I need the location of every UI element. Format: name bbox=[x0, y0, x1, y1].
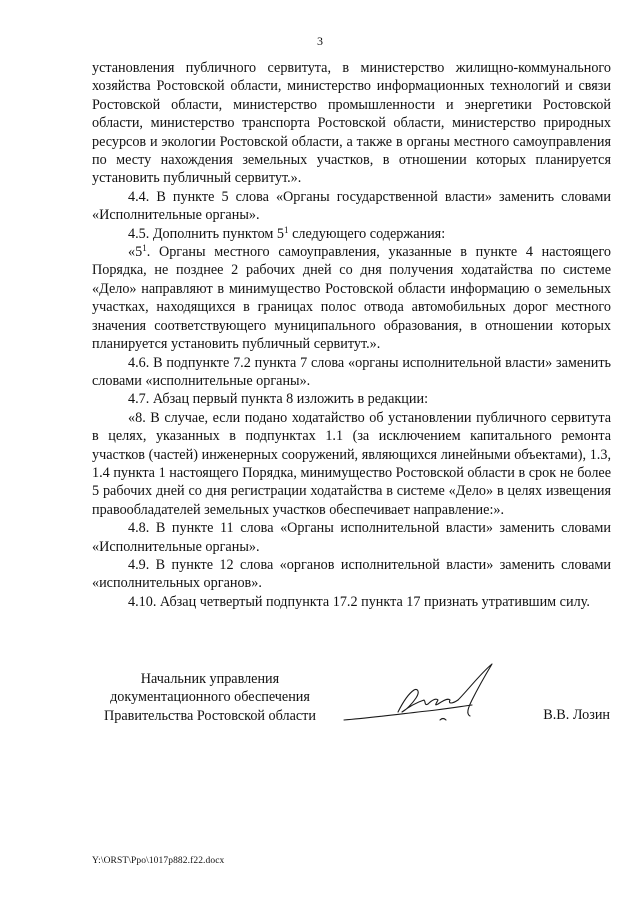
signatory-name: В.В. Лозин bbox=[543, 707, 610, 723]
document-body bbox=[92, 59, 611, 611]
paragraph-5-1-text: . Органы местного самоуправления, указанные в пункте 4 настоящего Порядка, не позднее 2 рабочих дней со дня получения ходатайства по системе «Дело» направляют в минимущество Ростовской области информацию о земельных участках, находящихся в границах полос отвода автомобильных дорог местного значения соответствующего муниципального образования, в отношении которых планируется установить публичный сервитут.». bbox=[92, 244, 611, 353]
paragraph-4-10: 4.10. Абзац четвертый подпункта 17.2 пункта 17 признать утратившим силу. bbox=[128, 593, 590, 610]
paragraph-4-4: 4.4. В пункте 5 слова «Органы государственной власти» заменить словами «Исполнительные органы». bbox=[92, 188, 611, 224]
paragraph-4-5 bbox=[92, 225, 611, 243]
handwritten-signature bbox=[340, 660, 510, 730]
page-number: 3 bbox=[317, 34, 323, 48]
paragraph-4-9: 4.9. В пункте 12 слова «органов исполнительной власти» заменить словами «исполнительных органов». bbox=[92, 556, 611, 592]
paragraph-continuation: установления публичного сервитута, в министерство жилищно-коммунального хозяйства Ростовской области, министерство информационных технологий и связи Ростовской области, министерство промышленности и энергетики Ростовской области, министерство транспорта Ростовской области, министерство природных ресурсов и экологии Ростовской области, а также в органы местного самоуправления по месту нахождения земельных участков, в отношении которых планируется установить публичный сервитут.». bbox=[92, 60, 611, 187]
paragraph-5-1-quote bbox=[92, 243, 611, 353]
file-path: Y:\ORST\Ppo\1017p882.f22.docx bbox=[92, 856, 225, 866]
superscript: 1 bbox=[142, 243, 147, 254]
paragraph-4-5-text: 4.5. Дополнить пунктом 5 bbox=[128, 225, 285, 242]
paragraph-4-7: 4.7. Абзац первый пункта 8 изложить в редакции: bbox=[128, 391, 429, 408]
paragraph-4-6: 4.6. В подпункте 7.2 пункта 7 слова «органы исполнительной власти» заменить словами «исполнительные органы». bbox=[92, 354, 611, 389]
paragraph-8-quote: «8. В случае, если подано ходатайство об установлении публичного сервитута в целях, указанных в подпунктах 1.1 (за исключением капитального ремонта участков (частей) инженерных сооружений, являющихся линейными объектами), 1.3, 1.4 пункта 1 настоящего Порядка, минимущество Ростовской области в срок не более 5 рабочих дней со дня регистрации ходатайства в системе «Дело» в целях извещения правообладателей земельных участков обеспечивает направление:». bbox=[92, 409, 611, 518]
paragraph-4-8: 4.8. В пункте 11 слова «Органы исполнительной власти» заменить словами «Исполнительные органы». bbox=[92, 520, 611, 555]
signatory-title bbox=[90, 670, 330, 725]
signatory-title-line: Правительства Ростовской области bbox=[104, 707, 316, 724]
paragraph-4-5-text-end: следующего содержания: bbox=[288, 225, 446, 242]
signatory-title-line: документационного обеспечения bbox=[110, 689, 310, 706]
signatory-title-line: Начальник управления bbox=[140, 671, 280, 687]
superscript: 1 bbox=[284, 224, 289, 235]
paragraph-5-1-lead: «5 bbox=[128, 244, 143, 261]
